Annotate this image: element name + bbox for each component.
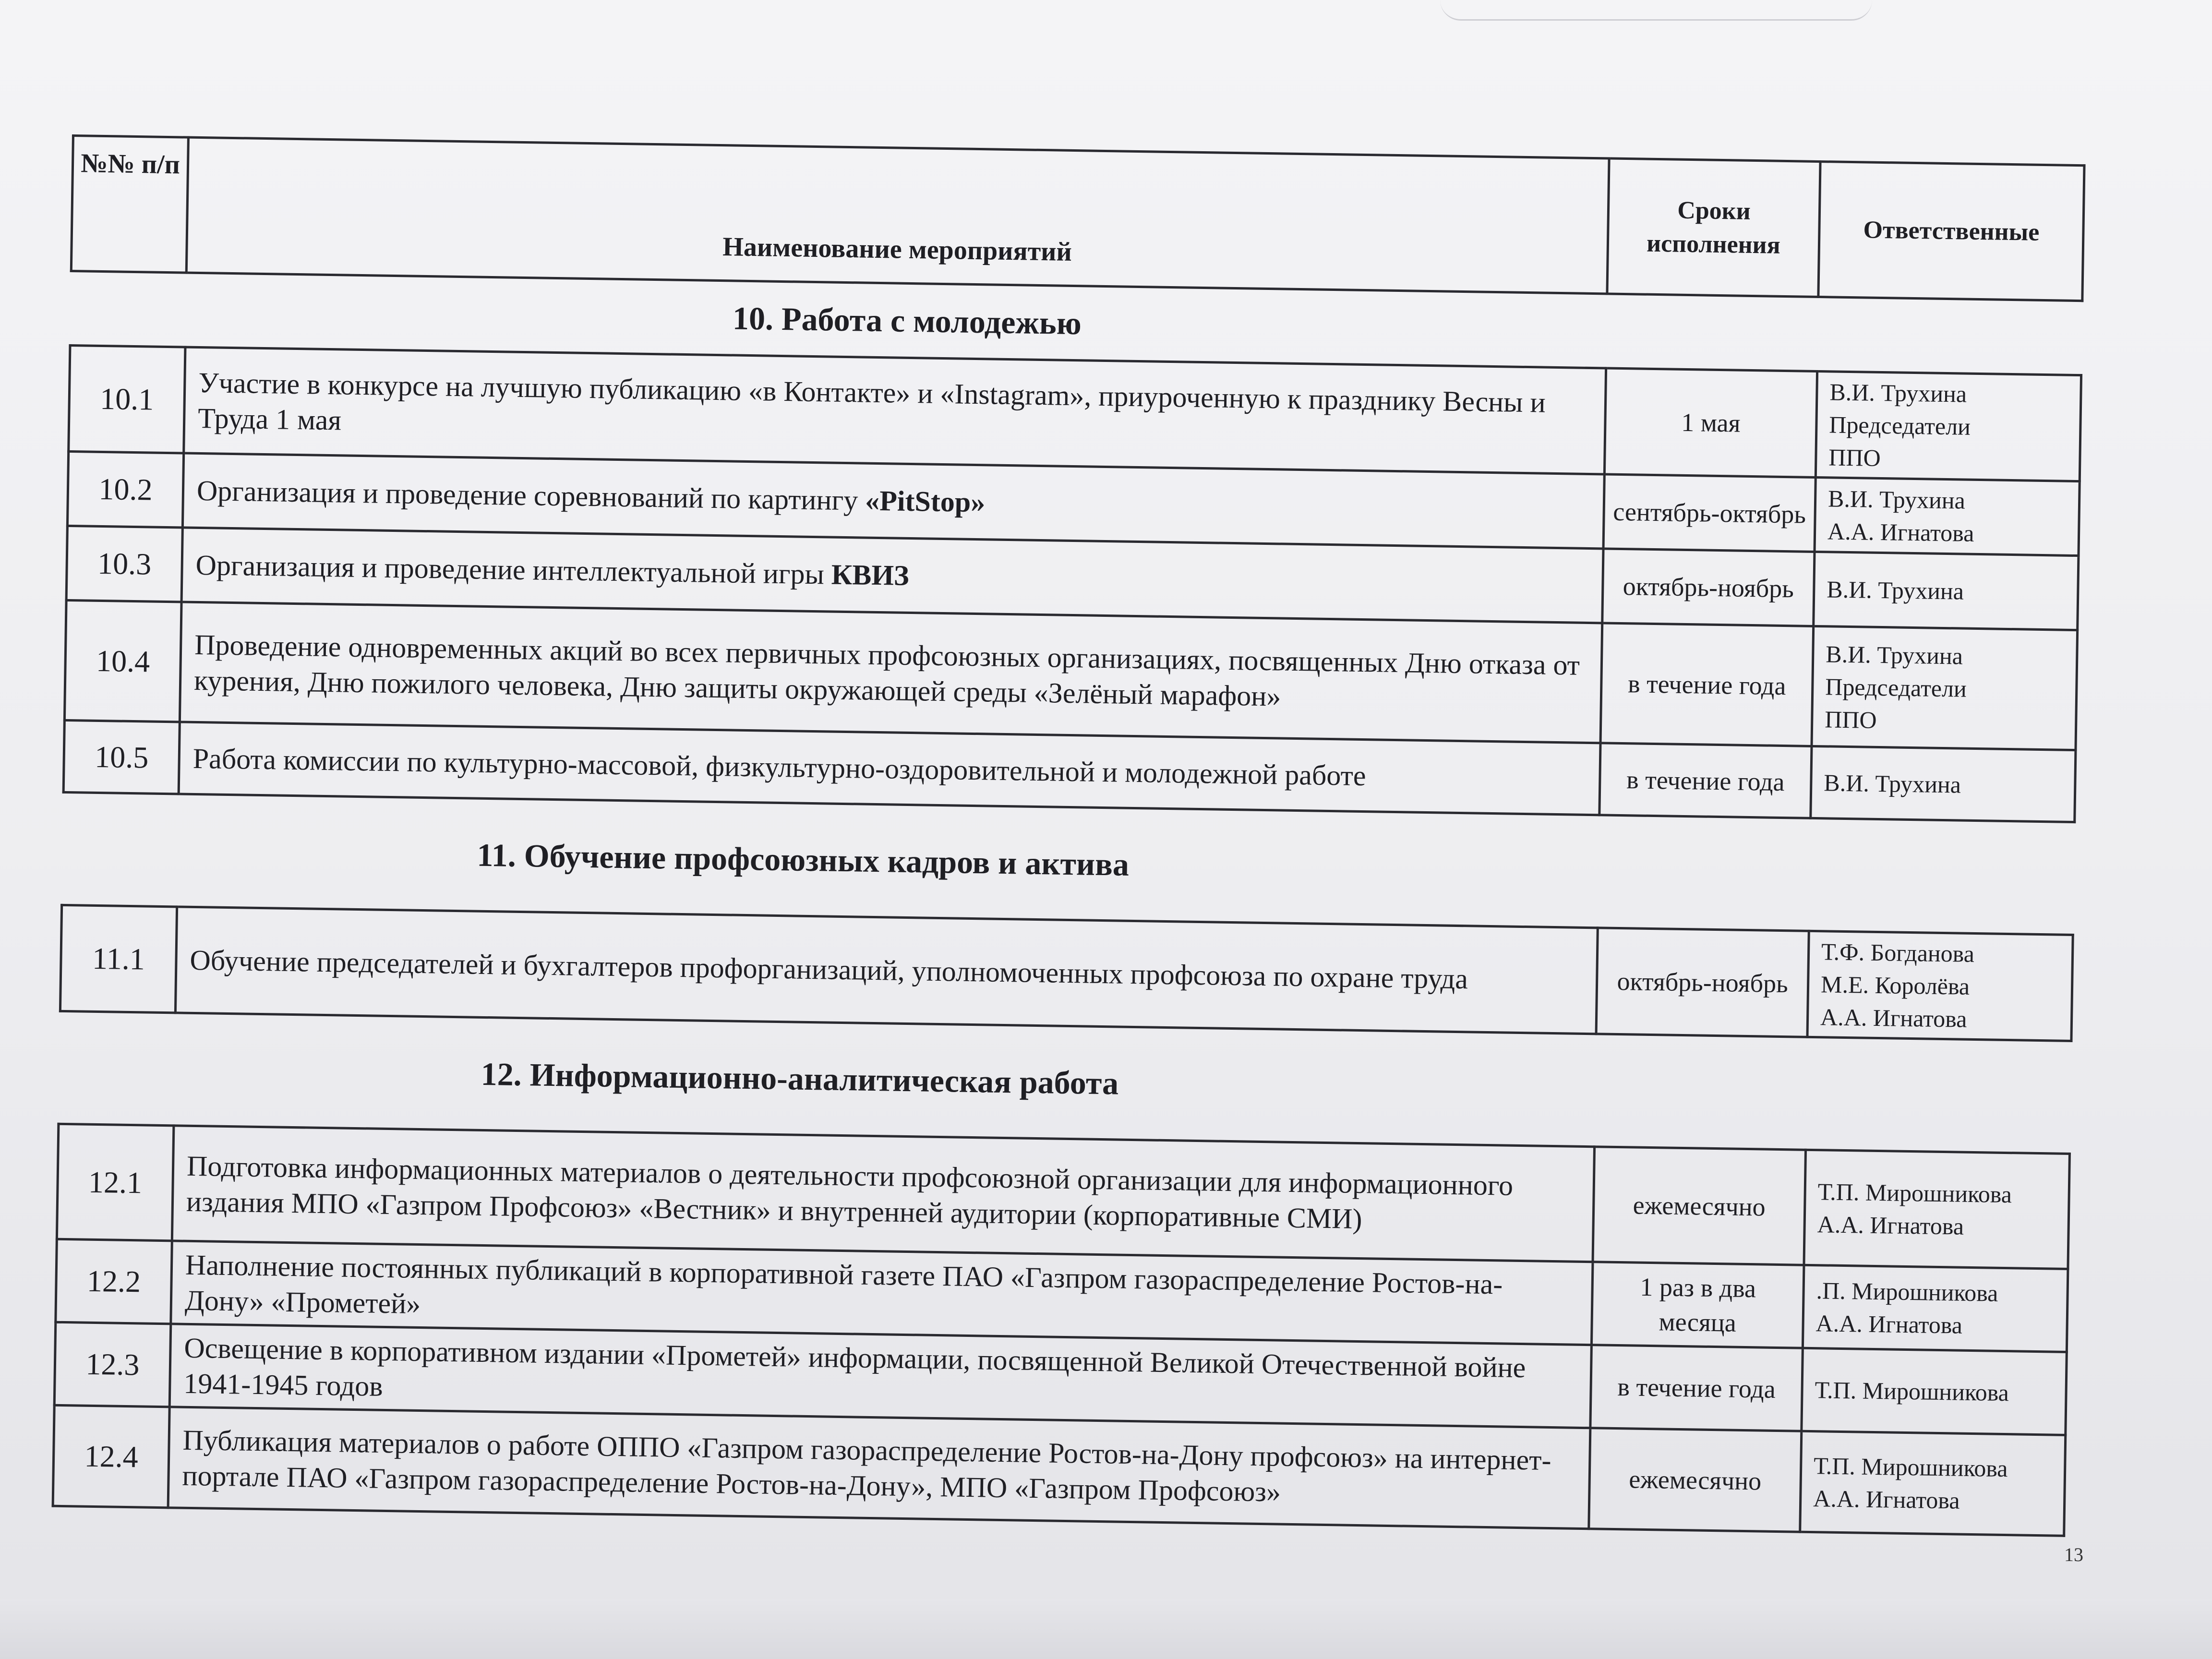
event-term: ежемесячно [1589, 1428, 1802, 1532]
responsible-person: В.И. Трухина [1823, 769, 1961, 798]
row-number: 12.2 [56, 1239, 172, 1324]
header-term: Сроки исполнения [1607, 158, 1820, 297]
row-number: 12.4 [53, 1405, 169, 1508]
event-responsible [1807, 931, 2073, 1041]
event-name-text: Наполнение постоянных публикаций в корпоративной газете ПАО «Газпром газораспределение Ростов-на-Дону» «Прометей» [184, 1249, 1503, 1320]
row-number: 12.1 [57, 1124, 174, 1241]
responsible-person: Т.П. Мирошникова [1817, 1178, 2012, 1208]
event-name-text: Подготовка информационных материалов о деятельности профсоюзной организации для информационного издания МПО «Газпром Профсоюз» «Вестник» и внутренней аудитории (корпоративные СМИ) [186, 1150, 1514, 1235]
event-term: в течение года [1600, 623, 1814, 746]
row-number: 10.1 [69, 345, 185, 453]
row-number: 10.3 [66, 526, 182, 602]
responsible-person: Т.П. Мирошникова [1815, 1376, 2009, 1407]
row-number: 10.4 [64, 600, 181, 722]
event-responsible [1802, 1348, 2067, 1435]
event-name-text: Организация и проведение интеллектуальной игры [195, 549, 825, 590]
section-title: 11. Обучение профсоюзных кадров и актива [477, 836, 1130, 883]
document-content [52, 134, 2083, 1537]
responsible-person: А.А. Игнатова [1827, 517, 1974, 547]
event-responsible [1804, 1150, 2070, 1269]
header-responsible: Ответственные [1818, 162, 2084, 301]
event-responsible [1800, 1431, 2066, 1536]
header-name: Наименование мероприятий [186, 137, 1609, 294]
responsible-person: А.А. Игнатова [1815, 1310, 1963, 1339]
header-row [71, 136, 2084, 301]
event-name [180, 602, 1602, 743]
event-term: октябрь-ноябрь [1596, 928, 1809, 1037]
event-responsible [1803, 1265, 2068, 1352]
responsible-person: Председатели [1829, 411, 1971, 440]
event-term: в течение года [1599, 743, 1812, 818]
sections-container [52, 272, 2081, 1537]
event-name-bold: КВИЗ [831, 558, 910, 591]
handwriting-marks [1440, 0, 1872, 21]
row-number: 12.3 [54, 1322, 171, 1407]
event-name-bold: «PitStop» [865, 484, 986, 518]
responsible-person: Т.Ф. Богданова [1821, 938, 1975, 967]
event-term: октябрь-ноябрь [1602, 549, 1815, 626]
table-surface [0, 1599, 2212, 1659]
responsible-person: В.И. Трухина [1825, 640, 1963, 670]
event-term: ежемесячно [1593, 1147, 1806, 1265]
event-responsible [1815, 477, 2080, 555]
responsible-person: А.А. Игнатова [1820, 1003, 1967, 1033]
responsible-person: Т.П. Мирошникова [1813, 1452, 2008, 1482]
event-name-text: Проведение одновременных акций во всех первичных профсоюзных организациях, посвященных Дню отказа от курения, Дню пожилого человека, Дню защиты окружающей среды «Зелёный марафон» [193, 628, 1580, 712]
responsible-person: Председатели [1825, 673, 1967, 702]
responsible-person: А.А. Игнатова [1813, 1484, 1960, 1514]
responsible-person: ППО [1824, 705, 1877, 733]
event-responsible [1815, 371, 2081, 481]
event-name-text: Участие в конкурсе на лучшую публикацию «в Контакте» и «Instagram», приуроченную к празднику Весны и Труда 1 мая [197, 366, 1546, 436]
event-responsible [1811, 746, 2076, 822]
section-title: 10. Работа с молодежью [732, 300, 1082, 342]
event-name-text: Работа комиссии по культурно-массовой, физкультурно-оздоровительной и молодежной работе [192, 742, 1367, 792]
event-name [168, 1407, 1590, 1529]
event-name [175, 907, 1598, 1034]
responsible-person: В.И. Трухина [1826, 576, 1964, 605]
event-name [172, 1126, 1594, 1262]
event-name-text: Освещение в корпоративном издании «Прометей» информации, посвященной Великой Отечественной войне 1941-1945 годов [183, 1332, 1526, 1402]
header-num: №№ п/п [71, 136, 188, 273]
responsible-person: В.И. Трухина [1829, 378, 1967, 408]
event-name-text: Обучение председателей и бухгалтеров профорганизаций, уполномоченных профсоюза по охране труда [190, 944, 1468, 995]
event-term: сентябрь-октябрь [1603, 474, 1815, 552]
responsible-person: М.Е. Королёва [1820, 971, 1970, 1000]
responsible-person: В.И. Трухина [1827, 485, 1966, 514]
row-number: 10.2 [67, 451, 183, 528]
event-responsible [1812, 626, 2078, 750]
event-term: в течение года [1590, 1345, 1803, 1431]
event-name-text: Публикация материалов о работе ОППО «Газпром газораспределение Ростов-на-Дону профсоюз» на интернет-портале ПАО «Газпром газораспределение Ростов-на-Дону», МПО «Газпром Профсоюз» [182, 1424, 1551, 1508]
section-title: 12. Информационно-аналитическая работа [481, 1055, 1119, 1102]
event-name [184, 347, 1606, 474]
responsible-person: .П. Мирошникова [1816, 1277, 1998, 1307]
event-name-text: Организация и проведение соревнований по картингу [196, 474, 858, 517]
section-table [52, 1123, 2071, 1537]
section-table [62, 344, 2082, 823]
responsible-person: ППО [1828, 444, 1881, 471]
responsible-person: А.А. Игнатова [1817, 1210, 1964, 1240]
event-term: 1 мая [1604, 368, 1817, 478]
row-number: 10.5 [63, 720, 180, 794]
event-term: 1 раз в два месяца [1591, 1262, 1804, 1348]
row-number: 11.1 [60, 905, 177, 1013]
page-number: 13 [2064, 1544, 2083, 1565]
event-responsible [1814, 552, 2079, 630]
